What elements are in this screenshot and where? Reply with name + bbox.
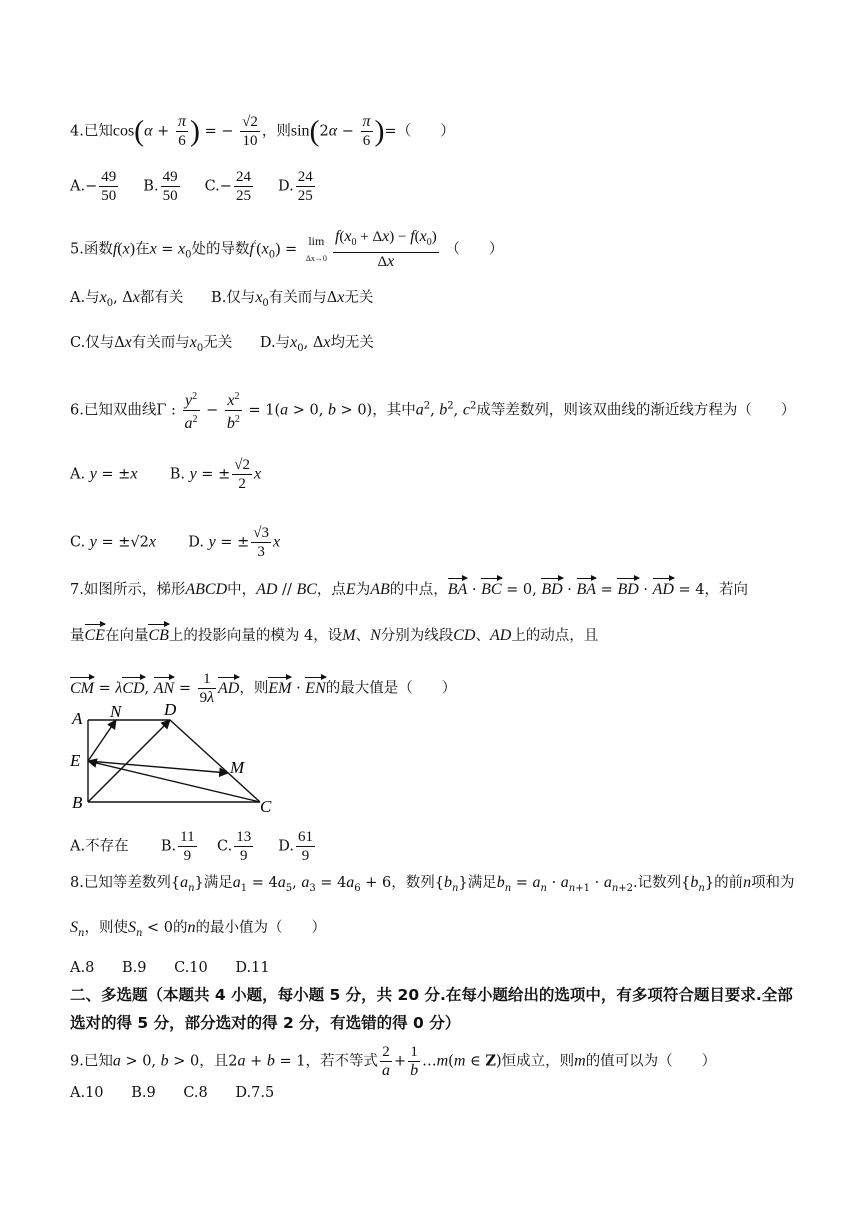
question-7-line3: CM = λCD, AN = $\frac{1}{9\lambda}$ AD，则EM · EN的最大值是（ ） [70, 671, 457, 706]
label-m: M [230, 758, 245, 777]
question-6: 6.已知双曲线Γ : $\frac{y^2}{a^2}$ − $\frac{x^2}{b^2}$ = 1(a > 0, b > 0)，其中$a^2$, $b^2$, $c^2$成等差数列，则该双曲线的渐近线方程为（ ） [70, 388, 795, 433]
option-c: C.− $\frac{24}{25}$ [204, 169, 251, 204]
question-9: 9.已知a > 0, b > 0，且2a + b = 1，若不等式 $\frac{2}{a}$ + $\frac{1}{b}$ …m(m ∈ Z)恒成立，则m的值可以为（ ） [70, 1044, 717, 1079]
question-5-options-cd: C.仅与Δx有关而与$x_0$无关 D.与$x_0$, Δx均无关 [70, 334, 374, 354]
question-4-options [70, 168, 317, 205]
question-6-options-ab: A. y = ±x B. y = ± $\frac{√2}{2}$ x [70, 457, 262, 492]
label-e: E [70, 751, 81, 770]
option-b: B. $\frac{49}{50}$ [143, 169, 178, 204]
question-6-options-cd: C. y = ±√2x D. y = ± $\frac{√3}{3}$ x [70, 525, 281, 560]
question-7-options: A.不存在 B. $\frac{11}{9}$ C. $\frac{13}{9}$ D. $\frac{61}{9}$ [70, 829, 313, 864]
label-c: C [260, 797, 272, 816]
question-9-options: A.10 B.9 C.8 D.7.5 [70, 1085, 275, 1101]
option-d: D. $\frac{24}{25}$ [278, 169, 313, 204]
label-a: A [72, 709, 83, 728]
question-5: 5.函数f(x)在$x = x_0$处的导数$f'(x_0)$ = lim Δx→0 $\frac{f(x_0 + \Delta x) - f(x_0)}{\Delta x}$ （ ） [70, 228, 504, 270]
question-8-options: A.8 B.9 C.10 D.11 [70, 960, 270, 976]
question-4: 4.已知cos(α + $\frac{\pi}{6}$ ) = − $\frac{√2}{10}$ ，则sin(2α − $\frac{\pi}{6}$ )=（ ） [70, 113, 455, 149]
section-2-heading: 二、多选题（本题共 4 小题，每小题 5 分，共 20 分.在每小题给出的选项中，有多项符合题目要求.全部选对的得 5 分，部分选对的得 2 分，有选错的得 0 分） [70, 986, 793, 1032]
label-n: N [110, 702, 122, 721]
question-8-line1: 8.已知等差数列$\{a_n\}$满足$a_1 = 4a_5$, $a_3 = 4a_6 + 6$，数列$\{b_n\}$满足$b_n = a_n \cdot a_{n+1} \cdot a_{n+2}$.记数列$\{b_n\}$的前n项和为 [70, 874, 795, 894]
question-8-line2: $S_n$，则使$S_n < 0$的n的最小值为（ ） [70, 919, 326, 939]
label-d: D [164, 700, 177, 719]
trapezoid-figure [64, 700, 284, 820]
question-7-line1: 7.如图所示，梯形ABCD中，AD // BC，点E为AB的中点，BA · BC = 0, BD · BA = BD · AD = 4，若向 [70, 581, 749, 598]
question-5-options-ab: A.与$x_0$, Δx都有关 B.仅与$x_0$有关而与Δx无关 [70, 289, 374, 309]
label-b: B [72, 793, 83, 812]
option-a: A.− $\frac{49}{50}$ [70, 169, 117, 204]
question-7-line2: 量CE在向量CB上的投影向量的模为 4，设M、N分别为线段CD、AD上的动点，且 [70, 627, 599, 644]
